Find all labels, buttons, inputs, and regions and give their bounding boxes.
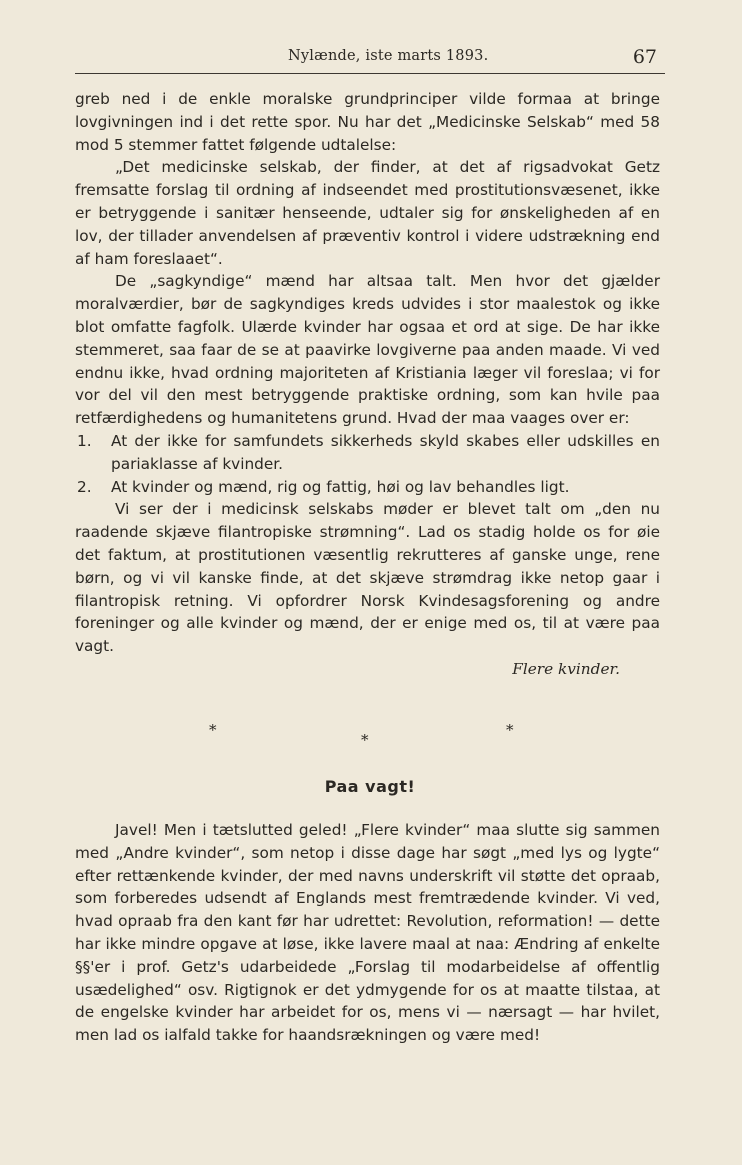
list-number: 2. (77, 477, 92, 496)
closing-paragraph: Vi ser der i medicinsk selskabs møder er blevet talt om „den nu raadende skjæve filantropiske strømning“. Lad os stadig holde os for øie det faktum, at prostitutionen væsentlig rekrutteres af ganske unge, rene børn, og vi vil kanske finde, at det skjæve strømdrag ikke netop gaar i filantropisk retning. Vi opfordrer Norsk Kvindesagsforening og andre foreninger og alle kvinder og mænd, der er enige med os, til at være paa vagt. (75, 500, 660, 656)
article-body (75, 88, 660, 681)
list-text: At kvinder og mænd, rig og fattig, høi og lav behandles ligt. (111, 477, 570, 496)
list-number: 1. (77, 431, 92, 450)
paragraph: Javel! Men i tætslutted geled! „Flere kvinder“ maa slutte sig sammen med „Andre kvinder“, som netop i disse dage har søgt „med lys og lygte“ efter rettænkende kvinder, der med navns underskrift vil støtte det opraab, som forberedes udsendt af Englands mest fremtrædende kvinder. Vi ved, hvad opraab fra den kant før har udrettet: Revolution, reformation! — dette har ikke mindre opgave at løse, ikke lavere maal at naa: Ændring af enkelte §§'er i prof. Getz's udarbeidede „Forslag til modarbeidelse af offentlig usædelighed“ osv. Rigtignok er det ydmygende for os at maatte tilstaa, at de engelske kvinder har arbeidet for os, mens vi — nærsagt — har hvilet, men lad os ialfald takke for haandsrækningen og være med! (75, 821, 660, 1045)
paragraph: De „sagkyndige“ mænd har altsaa talt. Men hvor det gjælder moralværdier, bør de sagkyndiges kreds udvides i stor maalestok og ikke blot omfatte fagfolk. Ulærde kvinder har ogsaa et ord at sige. De har ikke stemmeret, saa faar de se at paavirke lovgiverne paa anden maade. Vi ved endnu ikke, hvad ordning majoriteten af Kristiania læger vil foreslaa; vi for vor del vil den mest betryggende praktiske ordning, som kan hvile paa retfærdighedens og humanitetens grund. Hvad der maa vaages over er: (75, 272, 660, 428)
list-item (75, 430, 660, 476)
list-item (75, 476, 660, 499)
page-number: 67 (632, 46, 657, 68)
page-header (75, 46, 665, 72)
header-rule (75, 73, 665, 74)
separator-asterisk: * (506, 721, 514, 739)
separator-asterisk: * (361, 731, 369, 749)
quoted-statement: „Det medicinske selskab, der finder, at det af rigsadvokat Getz fremsatte forslag til ordning af indseendet med prostitutionsvæsenet, ikke er betryggende i sanitær henseende, udtaler sig for ønskeligheden af en lov, der tillader anvendelsen af præventiv kontrol i videre udstrækning end af ham foreslaaet“. (75, 158, 660, 268)
running-head: Nylænde, iste marts 1893. (288, 48, 489, 64)
separator-asterisk: * (209, 721, 217, 739)
article-body-2 (75, 819, 660, 1047)
list-text: At der ikke for samfundets sikkerheds skyld skabes eller udskilles en pariaklasse af kvinder. (111, 431, 660, 473)
paragraph: greb ned i de enkle moralske grundprinciper vilde formaa at bringe lovgivningen ind i det rette spor. Nu har det „Medicinske Selskab“ med 58 mod 5 stemmer fattet følgende udtalelse: (75, 90, 660, 154)
section-title: Paa vagt! (324, 777, 416, 796)
demands-list (75, 430, 660, 498)
signature: Flere kvinder. (512, 659, 620, 678)
